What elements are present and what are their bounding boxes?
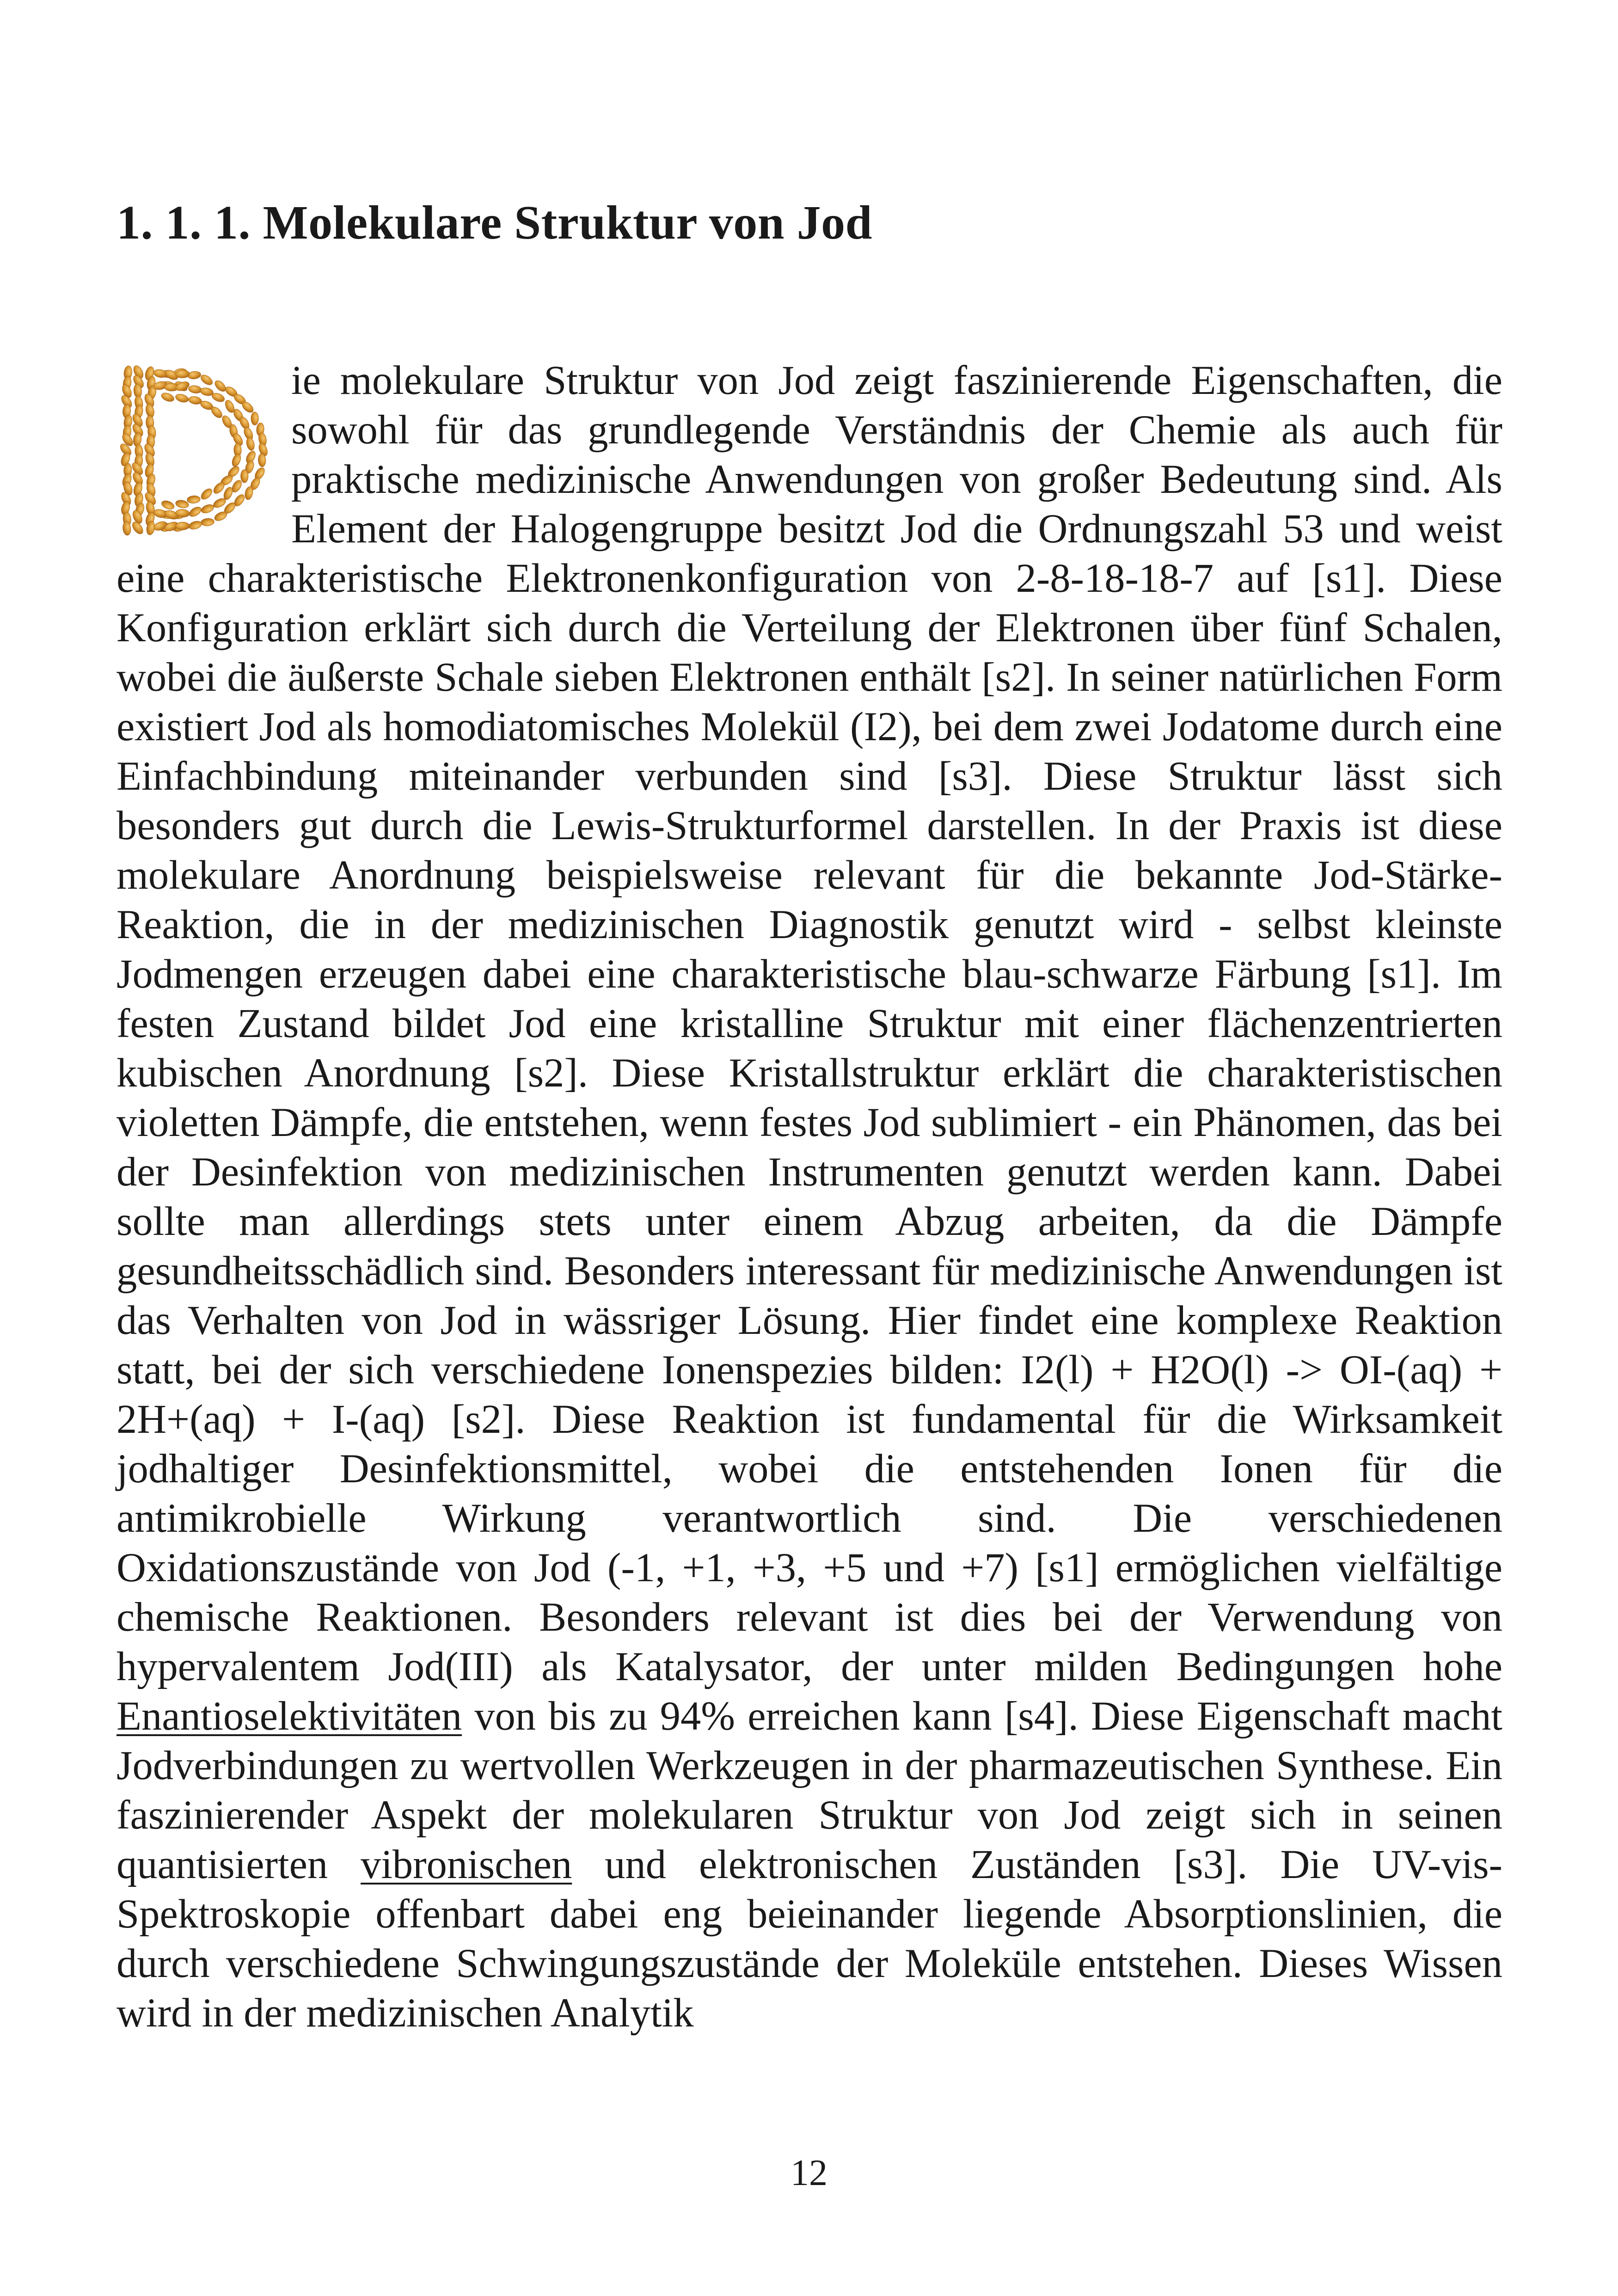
body-paragraph bbox=[116, 356, 1502, 2038]
dropcap-seed bbox=[199, 373, 215, 387]
dropcap-seed bbox=[201, 518, 215, 526]
dropcap-seed bbox=[251, 412, 258, 425]
dropcap-seed bbox=[213, 379, 228, 393]
dropcap-seed bbox=[187, 495, 201, 503]
body-text-part-3: und elektronischen Zuständen [s3]. Die UV-vis-Spektroskopie offenbart dabei eng beieinander liegende Absorptionslinien, die durch verschiedene Schwingungszustände der Moleküle entstehen. Dieses Wissen wird in der medizinischen Analytik bbox=[116, 1842, 1502, 2036]
dropcap-seed bbox=[188, 505, 203, 518]
dropcap-seed bbox=[188, 395, 202, 405]
term-enantioselektivitaeten: Enantioselektivitäten bbox=[116, 1694, 462, 1739]
dropcap-seed bbox=[176, 370, 190, 378]
page-number: 12 bbox=[791, 2153, 827, 2193]
body-text-part-2: von bis zu 94% erreichen kann [s4]. Diese Eigenschaft macht Jodverbindungen zu wertvollen Werkzeugen in der pharmazeutischen Synthese. Ein faszinierender Aspekt der molekularen Struktur von Jod zeigt sich in seinen quantisierten bbox=[116, 1694, 1502, 1887]
dropcap-seed bbox=[160, 391, 176, 403]
dropcap-seed bbox=[188, 385, 202, 394]
dropcap-seed bbox=[188, 520, 202, 531]
dropcap-seed bbox=[240, 470, 248, 483]
dropcap-letter-d-image bbox=[116, 364, 274, 536]
body-text-part-1: ie molekulare Struktur von Jod zeigt faszinierende Eigenschaften, die sowohl für das grundlegende Verständnis der Chemie als auch für praktische medizinische Anwendungen von großer Bedeutung sind. Als Element der Halogengruppe besitzt Jod die Ordnungszahl 53 und weist eine charakteristische Elektronenkonfiguration von 2-8-18-18-7 auf [s1]. Diese Konfiguration erklärt sich durch die Verteilung der Elektronen über fünf Schalen, wobei die äußerste Schale sieben Elektronen enthält [s2]. In seiner natürlichen Form existiert Jod als homodiatomisches Molekül (I2), bei dem zwei Jodatome durch eine Einfachbindung miteinander verbunden sind [s3]. Diese Struktur lässt sich besonders gut durch die Lewis-Strukturformel darstellen. In der Praxis ist diese molekulare Anordnung beispielsweise relevant für die bekannte Jod-Stärke-Reaktion, die in der medizinischen Diagnostik genutzt wird - selbst kleinste Jodmengen erzeugen dabei eine charakteristische blau-schwarze Färbung [s1]. Im festen Zustand bildet Jod eine kristalline Struktur mit einer flächenzentrierten kubischen Anordnung [s2]. Diese Kristallstruktur erklärt die charakteristischen violetten Dämpfe, die entstehen, wenn festes Jod sublimiert - ein Phänomen, das bei der Desinfektion von medizinischen Instrumenten genutzt werden kann. Dabei sollte man allerdings stets unter einem Abzug arbeiten, da die Dämpfe gesundheitsschädlich sind. Besonders interessant für medizinische Anwendungen ist das Verhalten von Jod in wässriger Lösung. Hier findet eine komplexe Reaktion statt, bei der sich verschiedene Ionenspezies bilden: I2(l) + H2O(l) -> OI-(aq) + 2H+(aq) + I-(aq) [s2]. Diese Reaktion ist fundamental für die Wirksamkeit jodhaltiger Desinfektionsmittel, wobei die entstehenden Ionen für die antimikrobielle Wirkung verantwortlich sind. Die verschiedenen Oxidationszustände von Jod (-1, +1, +3, +5 und +7) [s1] ermöglichen vielfältige chemische Reaktionen. Besonders relevant ist dies bei der Verwendung von hypervalentem Jod(III) als Katalysator, der unter milden Bedingungen hohe bbox=[116, 358, 1502, 1689]
dropcap-seed bbox=[200, 503, 215, 515]
dropcap-seed bbox=[176, 522, 190, 530]
dropcap-seed bbox=[245, 436, 256, 451]
dropcap-seed bbox=[231, 453, 243, 468]
dropcap-seed bbox=[160, 499, 176, 511]
term-vibronischen: vibronischen bbox=[361, 1842, 572, 1887]
dropcap-seed bbox=[175, 393, 190, 404]
dropcap-seed bbox=[199, 487, 214, 501]
section-heading: 1. 1. 1. Molekulare Struktur von Jod bbox=[116, 196, 872, 249]
